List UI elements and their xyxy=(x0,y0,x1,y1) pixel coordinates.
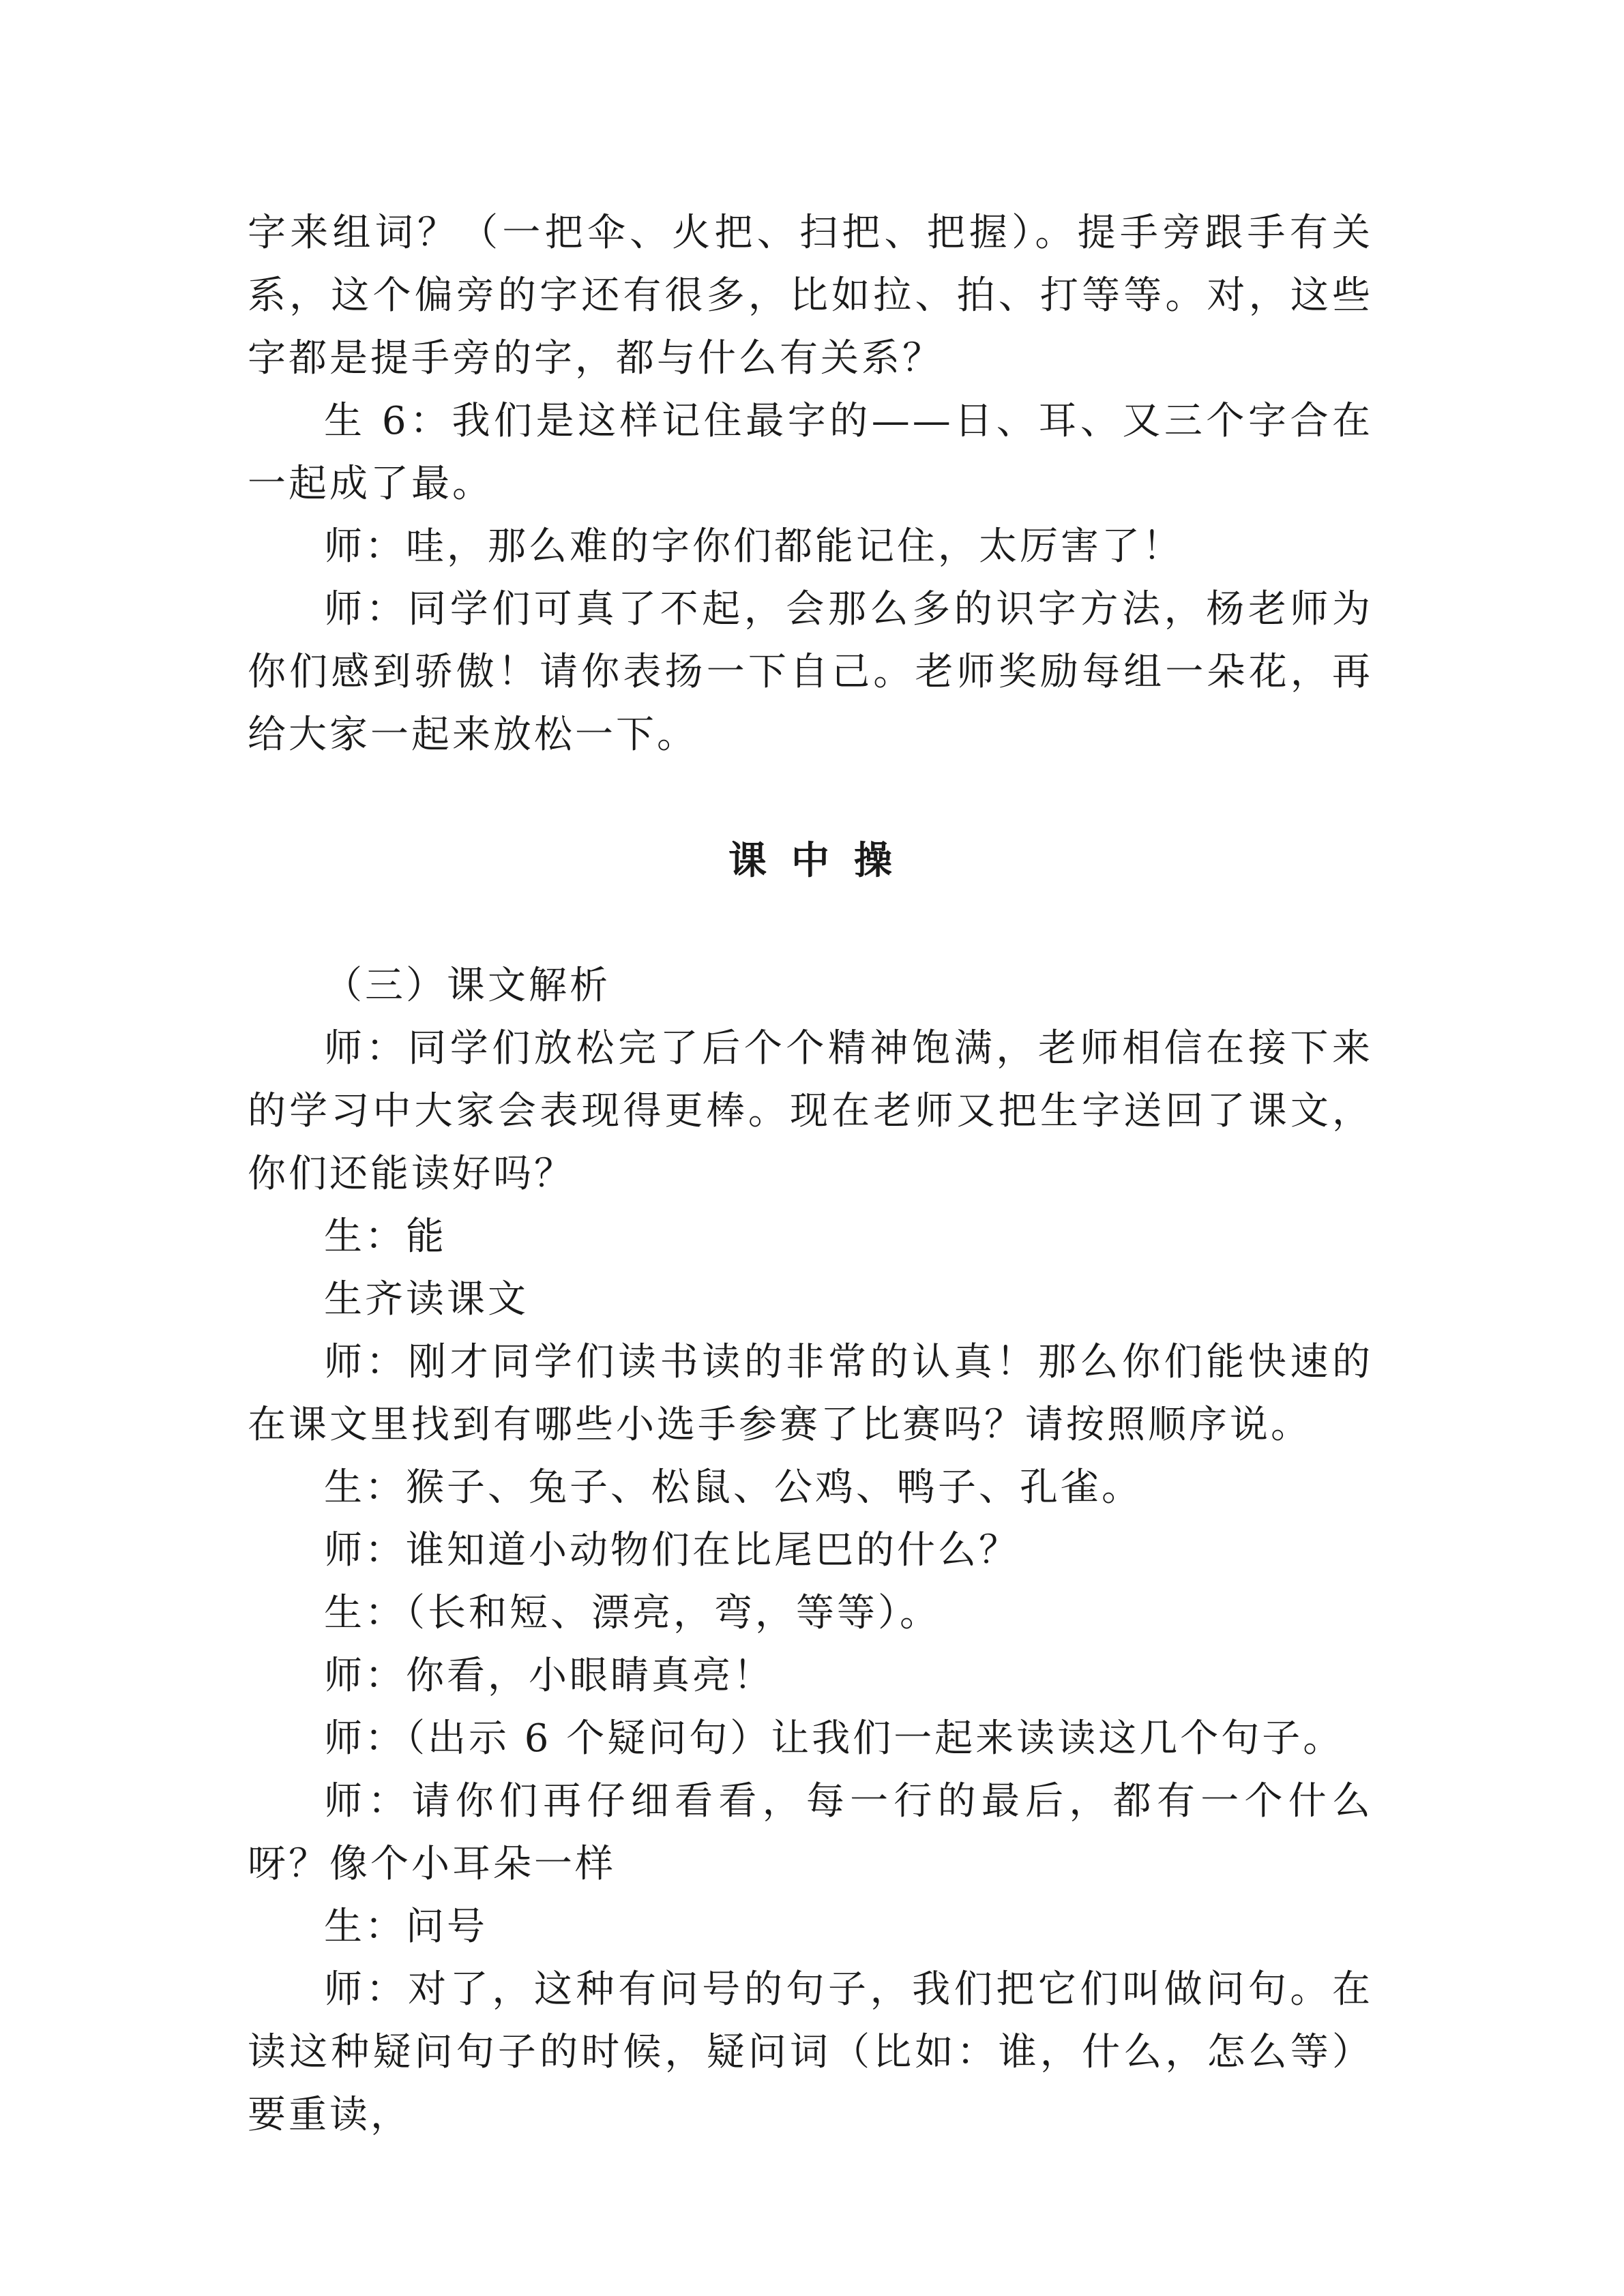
paragraphs-before xyxy=(248,202,1373,766)
paragraph: 生 6：我们是这样记住最字的——日、耳、又三个字合在一起成了最。 xyxy=(248,399,1373,506)
spacer xyxy=(248,766,1373,829)
document-page xyxy=(248,202,1373,2147)
paragraph: 师：谁知道小动物们在比尾巴的什么？ xyxy=(324,1528,1020,1572)
section-title: 课中操 xyxy=(728,838,917,883)
paragraph: 字来组词？（一把伞、火把、扫把、把握）。提手旁跟手有关系，这个偏旁的字还有很多，比如拉、拍、打等等。对，这些字都是提手旁的字，都与什么有关系？ xyxy=(248,211,1373,381)
paragraph: 师：（出示 6 个疑问句）让我们一起来读读这几个句子。 xyxy=(324,1716,1344,1761)
section-heading: （三）课文解析 xyxy=(324,964,610,1008)
paragraph: 师：对了，这种有问号的句子，我们把它们叫做问句。在读这种疑问句子的时候，疑问词（比如：谁，什么，怎么等）要重读， xyxy=(248,1967,1373,2137)
paragraph: 师：请你们再仔细看看，每一行的最后，都有一个什么呀？像个小耳朵一样 xyxy=(248,1779,1373,1886)
paragraph: 师：你看，小眼睛真亮！ xyxy=(324,1654,774,1698)
paragraph: 生：（长和短、漂亮，弯，等等）。 xyxy=(324,1591,941,1635)
paragraph: 师：同学们放松完了后个个精神饱满，老师相信在接下来的学习中大家会表现得更棒。现在老师又把生字送回了课文，你们还能读好吗？ xyxy=(248,1026,1373,1196)
paragraph: 师：刚才同学们读书读的非常的认真！那么你们能快速的在课文里找到有哪些小选手参赛了比赛吗？请按照顺序说。 xyxy=(248,1340,1373,1447)
paragraph: 生：问号 xyxy=(324,1905,488,1949)
paragraph: 生齐读课文 xyxy=(324,1277,529,1322)
paragraph: 生：猴子、兔子、松鼠、公鸡、鸭子、孔雀。 xyxy=(324,1465,1142,1510)
spacer xyxy=(248,892,1373,955)
paragraph: 师：同学们可真了不起，会那么多的识字方法，杨老师为你们感到骄傲！请你表扬一下自己。老师奖励每组一朵花，再给大家一起来放松一下。 xyxy=(248,587,1373,757)
paragraph: 师：哇，那么难的字你们都能记住，太厉害了！ xyxy=(324,524,1183,569)
paragraphs-after xyxy=(248,955,1373,2147)
paragraph: 生：能 xyxy=(324,1214,447,1259)
